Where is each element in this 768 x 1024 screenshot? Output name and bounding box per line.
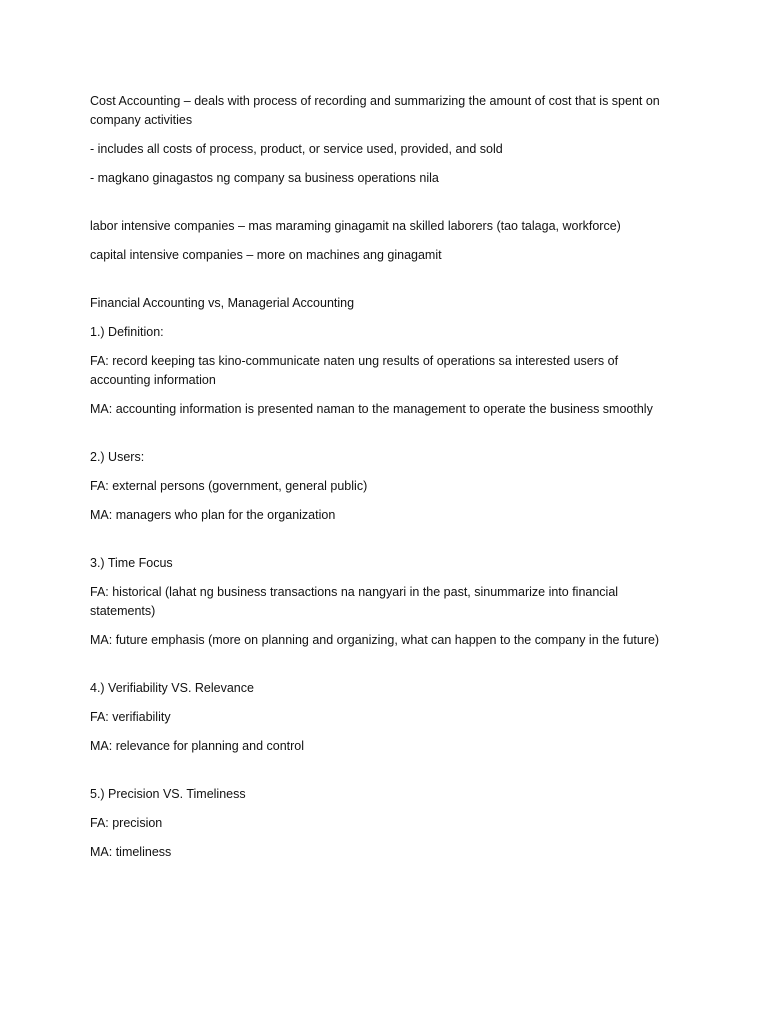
section-heading-fa-vs-ma: Financial Accounting vs, Managerial Accounting <box>90 296 355 310</box>
paragraph-ma-timeliness: MA: timeliness <box>90 845 172 859</box>
blank-line <box>90 766 680 785</box>
paragraph-fa-verifiability: FA: verifiability <box>90 710 171 724</box>
item-heading-time-focus: 3.) Time Focus <box>90 556 173 570</box>
paragraph-capital-intensive: capital intensive companies – more on machines ang ginagamit <box>90 248 442 262</box>
document-page <box>90 92 680 872</box>
item-heading-precision: 5.) Precision VS. Timeliness <box>90 787 246 801</box>
paragraph-includes-costs: - includes all costs of process, product, or service used, provided, and sold <box>90 142 503 156</box>
paragraph-fa-users: FA: external persons (government, general public) <box>90 479 368 493</box>
blank-line <box>90 429 680 448</box>
paragraph-ma-time-focus: MA: future emphasis (more on planning and organizing, what can happen to the company in the future) <box>90 633 660 647</box>
item-heading-users: 2.) Users: <box>90 450 145 464</box>
paragraph-fa-time-focus: FA: historical (lahat ng business transactions na nangyari in the past, sinummarize into financial statements) <box>90 585 619 618</box>
item-heading-verifiability: 4.) Verifiability VS. Relevance <box>90 681 254 695</box>
blank-line <box>90 275 680 294</box>
paragraph-fa-definition: FA: record keeping tas kino-communicate naten ung results of operations sa interested users of accounting information <box>90 354 619 387</box>
paragraph-labor-intensive: labor intensive companies – mas maraming ginagamit na skilled laborers (tao talaga, workforce) <box>90 219 621 233</box>
paragraph-magkano: - magkano ginagastos ng company sa business operations nila <box>90 171 439 185</box>
paragraph-ma-relevance: MA: relevance for planning and control <box>90 739 305 753</box>
blank-line <box>90 535 680 554</box>
paragraph-ma-users: MA: managers who plan for the organization <box>90 508 336 522</box>
paragraph-cost-accounting: Cost Accounting – deals with process of recording and summarizing the amount of cost that is spent on company activities <box>90 94 660 127</box>
paragraph-fa-precision: FA: precision <box>90 816 163 830</box>
blank-line <box>90 660 680 679</box>
item-heading-definition: 1.) Definition: <box>90 325 164 339</box>
paragraph-ma-definition: MA: accounting information is presented naman to the management to operate the business smoothly <box>90 402 653 416</box>
blank-line <box>90 198 680 217</box>
